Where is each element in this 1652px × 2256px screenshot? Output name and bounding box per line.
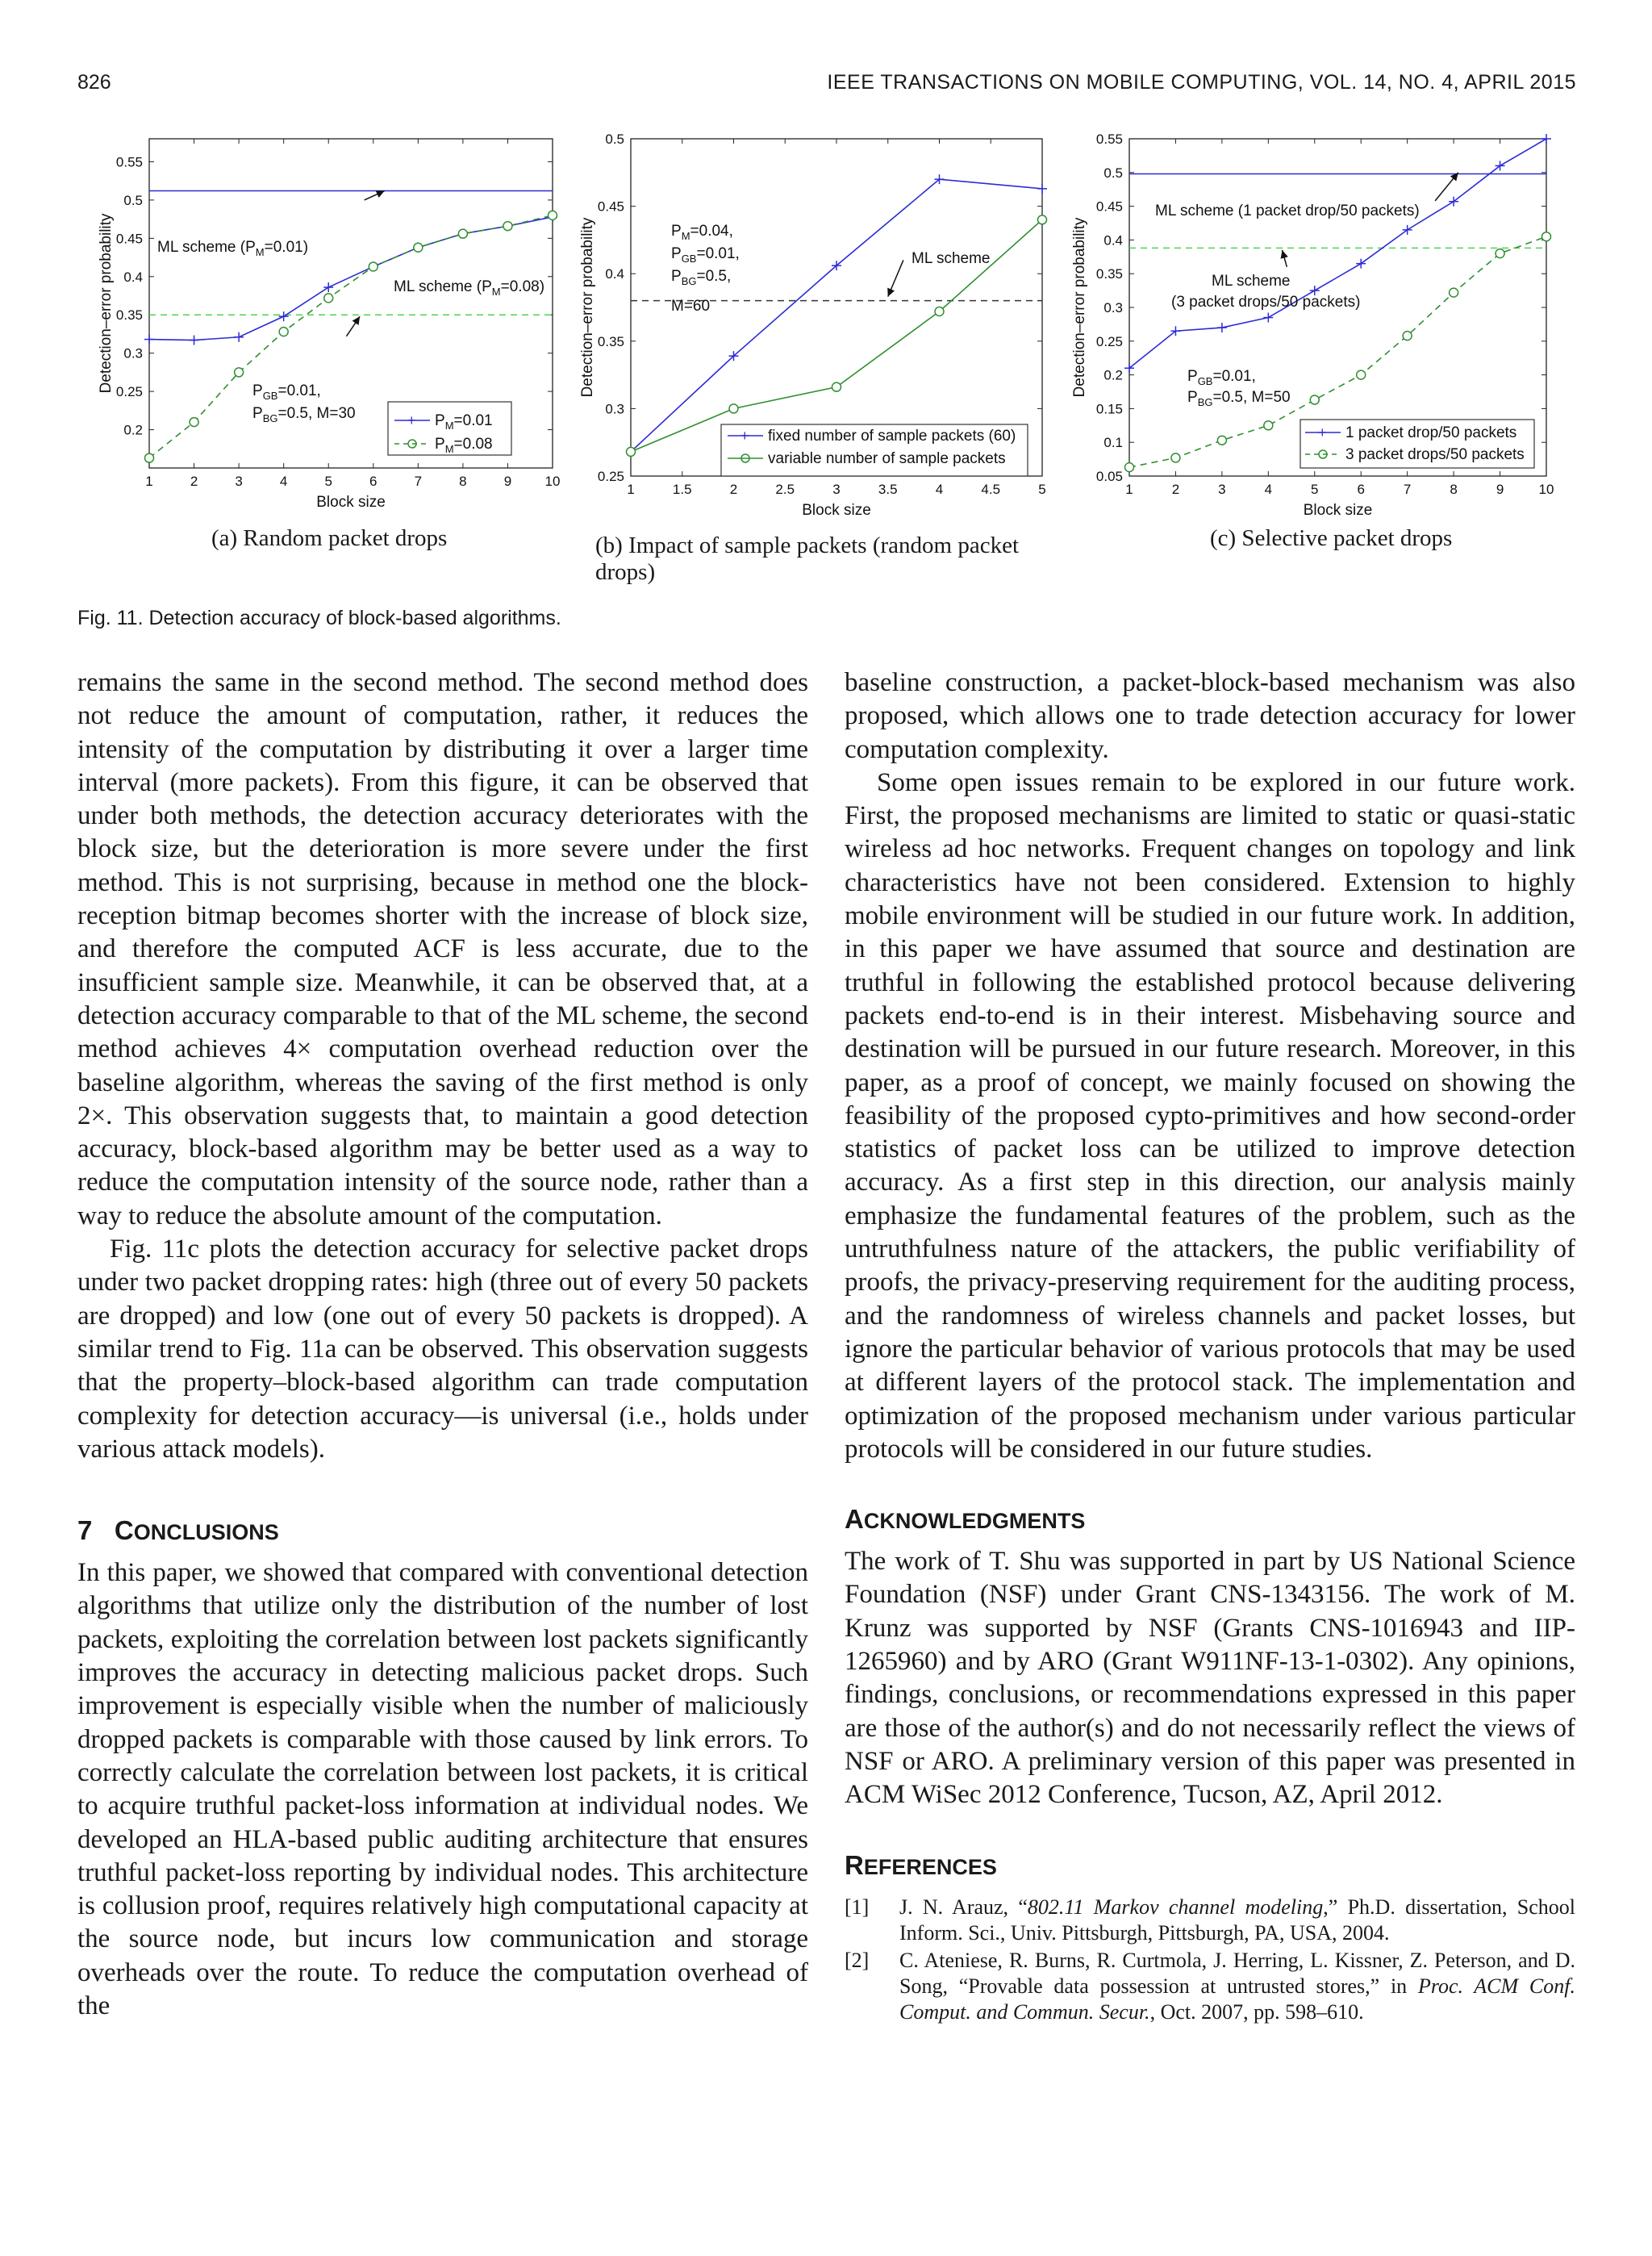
chart-c-series-1-point [1171,453,1180,462]
chart-c-xtick-label: 9 [1496,482,1504,497]
chart-c-series-1-point [1403,332,1412,340]
chart-a-xtick-label: 10 [544,474,561,489]
chart-c-ytick-label: 0.1 [1103,435,1123,451]
chart-b-series-1-point [627,447,636,456]
chart-b-ytick-label: 0.25 [597,469,624,484]
chart-c-xtick-label: 6 [1357,482,1365,497]
chart-c-xtick-label: 4 [1264,482,1273,497]
chart-a-xtick-label: 1 [145,474,153,489]
chart-c-annotation-param2: $P_{BG}=0.5$, M=50 [1187,389,1291,408]
chart-a-series-1-point [324,294,333,303]
chart-c-series-1-point [1450,288,1458,297]
chart-a-xtick-label: 6 [369,474,378,489]
chart-a-annotation-ml-a: ML scheme $(P_M=0.01)$ [157,239,309,258]
chart-c-series-0-line [1129,139,1546,368]
right-column [845,666,1575,2025]
chart-c-series-0-point [1263,313,1273,323]
chart-b-series-1-point [729,404,738,413]
right-paragraph-2: Some open issues remain to be explored in our future work. First, the proposed mechanisms are limited to static or quasi-static wireless ad hoc networks. Frequent changes on topology and link characteristics have not been considered. Extension to highly mobile environment will be studied in our future work. In addition, in this paper we have assumed that source and destination are truthful in following the established protocol because delivering packets end-to-end is in their interest. Misbehaving source and destination will be pursued in our future research. Moreover, in this paper, as a proof of concept, we mainly focused on showing the feasibility of the proposed cypto-primitives and how second-order statistics of packet loss can be utilized to improve detection accuracy. As a first step in this direction, our analysis mainly emphasize the fundamental features of the problem, such as the untruthfulness nature of the attackers, the public verifiability of proofs, the privacy-preserving requirement for the auditing process, and the randomness of wireless channels and packet losses, but ignore the particular behavior of various protocols that may be used at different layers of the protocol stack. The implementation and optimization of the proposed mechanism under various particular protocols will be considered in our future studies. [845,767,1575,1464]
chart-a-svg [93,129,569,516]
chart-b-ytick-label: 0.5 [605,132,624,147]
section-heading-conclusions: 7 CONCLUSIONS [77,1515,279,1546]
chart-a-ytick-label: 0.55 [115,154,143,170]
chart-a-ytick-label: 0.5 [123,192,143,208]
chart-c-ytick-label: 0.05 [1095,469,1123,484]
chart-a-ylabel: Detection–error probability [98,213,115,394]
chart-b-series-0-point [1037,184,1047,194]
chart-c-legend-label-1: 3 packet drops/50 packets [1345,446,1525,463]
chart-b [574,129,1058,516]
chart-c-annotation-ml-b2: (3 packet drops/50 packets) [1171,294,1361,311]
chart-c-ytick-label: 0.2 [1103,367,1123,383]
chart-b-xtick-label: 5 [1038,482,1046,497]
chart-b-ylabel: Detection–error probability [579,217,596,398]
chart-b-xtick-label: 4.5 [981,482,1001,497]
left-paragraph-2: Fig. 11c plots the detection accuracy for selective packet drops under two packet dropping rates: high (three out of every 50 packets are dropped) and low (one out of every 50 packets is dropped). A similar trend to Fig. 11a can be observed. This observation suggests that the property–block-based algorithm can trade computation complexity for detection accuracy—is universal (i.e., holds under various attack models). [77,1235,808,1464]
svg-text:+: + [407,412,416,428]
chart-c-series-0-point [1356,259,1366,269]
chart-a-ytick-label: 0.4 [123,269,143,285]
chart-a-series-0-line [149,217,553,340]
chart-c-series-1-point [1357,370,1366,379]
chart-a-xtick-label: 7 [414,474,423,489]
page-number: 826 [77,71,111,94]
chart-a-series-1-point [369,262,378,271]
chart-b-ytick-label: 0.3 [605,401,624,417]
chart-a-xtick-label: 8 [459,474,467,489]
chart-b-xtick-label: 2.5 [775,482,795,497]
chart-c-series-1-point [1310,395,1319,404]
left-column [77,666,808,2023]
svg-text:+: + [1318,424,1327,441]
left-paragraph-3: In this paper, we showed that compared with conventional detection algorithms that utilize only the distribution of the number of lost packets, exploiting the correlation between lost packets significantly improves the accuracy in detecting malicious packet drops. Such improvement is especially visible when the number of maliciously dropped packets is comparable with those caused by link errors. To correctly calculate the correlation between lost packets, it is critical to acquire truthful packet-loss information at individual nodes. We developed an HLA-based public auditing architecture that ensures truthful packet-loss reporting by individual nodes. This architecture is collusion proof, requires relatively high computational capacity at the source node, but incurs low communication and storage overheads over the route. To reduce the computation overhead of the [77,1558,808,2020]
chart-c-ytick-label: 0.3 [1103,300,1123,315]
chart-c-xtick-label: 2 [1171,482,1180,497]
chart-a [93,129,569,516]
chart-c-xlabel: Block size [1303,502,1373,516]
chart-c-ytick-label: 0.4 [1103,232,1123,249]
chart-b-legend-label-1: variable number of sample packets [768,450,1006,467]
chart-a-annotation-ml-b: ML scheme $(P_M=0.08)$ [394,278,545,298]
chart-c-ytick-label: 0.55 [1095,132,1123,147]
chart-a-xtick-label: 9 [503,474,512,489]
chart-c-ytick-label: 0.25 [1095,333,1123,349]
chart-b-series-1-point [1038,215,1047,224]
chart-c-ytick-label: 0.15 [1095,401,1123,417]
chart-c-ytick-label: 0.5 [1103,165,1123,181]
reference-2: [2] C. Ateniese, R. Burns, R. Curtmola, J. Herring, L. Kissner, Z. Peterson, and D. Song, “Provable data possession at untrusted stores,” in Proc. ACM Conf. Comput. and Commun. Secur., Oct. 2007, pp. 598–610. [845,1948,1575,2024]
chart-b-annotation-param3: $P_{BG}=0.5$, [671,268,732,287]
chart-a-series-1-point [549,211,557,219]
subcaption-b-line1: (b) Impact of sample packets (random packet [595,533,1020,558]
chart-b-xtick-label: 4 [935,482,944,497]
chart-c [1066,129,1558,516]
chart-b-xtick-label: 3.5 [878,482,898,497]
chart-a-ytick-label: 0.35 [115,307,143,324]
running-header [77,71,1576,103]
chart-a-arrowhead-1 [353,316,361,325]
left-paragraph-1: remains the same in the second method. The second method does not reduce the amount of computation, rather, it reduces the intensity of the computation by distributing it over a larger time interval (more packets). From this figure, it can be observed that under both methods, the detection accuracy deteriorates with the block size, but the deterioration is more severe under the first method. This is not surprising, because in method one the block-reception bitmap becomes shorter with the increase of block size, and therefore the computed ACF is less accurate, due to the insufficient sample size. Meanwhile, it can be observed that, at a detection accuracy comparable to that of the ML scheme, the second method achieves 4× computation overhead reduction over the baseline algorithm, whereas the saving of the first method is only 2×. This observation suggests that, to maintain a good detection accuracy, block-based algorithm may be better used as a way to reduce the computation intensity of the source node, rather than a way to reduce the absolute amount of the computation. [77,668,808,1230]
svg-text:+: + [740,428,749,444]
chart-a-xtick-label: 4 [279,474,288,489]
chart-c-ylabel: Detection–error probability [1071,217,1088,398]
chart-a-series-1-point [279,328,288,336]
chart-a-series-0-point [279,311,289,321]
chart-b-ytick-label: 0.35 [597,333,624,349]
chart-b-xlabel: Block size [802,502,871,516]
chart-c-series-1-point [1217,436,1226,445]
chart-b-series-0-line [631,179,1042,452]
chart-c-xtick-label: 1 [1125,482,1133,497]
section-heading-references: REFERENCES [845,1849,997,1880]
journal-name: IEEE TRANSACTIONS ON MOBILE COMPUTING, VOL. 14, NO. 4, APRIL 2015 [827,71,1576,94]
chart-a-legend-label-1: $P_M=0.08$ [435,436,493,455]
chart-a-xtick-label: 3 [235,474,243,489]
chart-b-xtick-label: 1 [627,482,635,497]
chart-a-legend-label-0: $P_M=0.01$ [435,412,493,432]
chart-c-legend-label-0: 1 packet drop/50 packets [1345,424,1517,441]
chart-b-svg [574,129,1058,516]
chart-c-annotation-ml-b1: ML scheme [1212,273,1291,290]
chart-c-arrowhead-1 [1281,250,1288,259]
chart-b-series-1-point [832,382,841,391]
chart-a-annotation-param2: $P_{BG}=0.5$, M=30 [252,405,356,424]
chart-a-annotation-param1: $P_{GB}=0.01$, [252,382,321,402]
chart-c-series-1-point [1542,232,1551,241]
chart-b-annotation-param2: $P_{GB}=0.01$, [671,245,740,265]
chart-b-ytick-label: 0.45 [597,198,624,215]
chart-c-ytick-label: 0.45 [1095,198,1123,215]
chart-b-legend-label-0: fixed number of sample packets (60) [768,428,1016,445]
chart-a-series-0-point [323,282,333,292]
chart-c-series-0-point [1541,134,1551,144]
chart-c-series-0-point [1217,323,1227,332]
chart-b-annotation-param4: M=60 [671,298,711,315]
chart-a-series-1-point [414,243,423,252]
figure-caption: Fig. 11. Detection accuracy of block-based algorithms. [77,607,561,629]
chart-b-xtick-label: 1.5 [672,482,692,497]
reference-1: [1] J. N. Arauz, “802.11 Markov channel modeling,” Ph.D. dissertation, School Inform. Sci., Univ. Pittsburgh, Pittsburgh, PA, USA, 2004. [845,1895,1576,1945]
chart-b-annotation-param1: $P_M=0.04$, [671,223,733,242]
subcaption-b-line2: drops) [595,559,656,585]
chart-b-xtick-label: 2 [729,482,738,497]
right-paragraph-1: baseline construction, a packet-block-based mechanism was also proposed, which allows one to trade detection accuracy for lower computation complexity. [845,668,1575,764]
chart-c-series-0-point [1403,225,1412,235]
chart-a-series-0-point [144,335,154,345]
chart-a-xtick-label: 5 [324,474,332,489]
chart-c-xtick-label: 5 [1311,482,1319,497]
chart-a-ytick-label: 0.45 [115,231,143,247]
chart-c-svg [1066,129,1558,516]
chart-b-ytick-label: 0.4 [605,266,624,282]
chart-b-annotation-ml: ML scheme [912,250,991,267]
chart-a-xtick-label: 2 [190,474,198,489]
chart-c-xtick-label: 3 [1218,482,1226,497]
chart-a-ytick-label: 0.25 [115,384,143,400]
chart-c-series-1-point [1264,421,1273,430]
chart-a-series-0-point [234,332,244,342]
chart-c-annotation-ml-a: ML scheme (1 packet drop/50 packets) [1155,203,1420,219]
chart-c-series-1-point [1125,463,1134,472]
chart-a-series-1-point [190,418,198,427]
chart-a-series-0-point [190,336,199,345]
chart-a-series-1-point [503,222,512,231]
chart-c-series-1-point [1496,249,1504,258]
chart-c-xtick-label: 10 [1538,482,1554,497]
section-heading-acknowledgments: ACKNOWLEDGMENTS [845,1504,1086,1535]
chart-a-xlabel: Block size [316,494,386,511]
subcaption-a: (a) Random packet drops [211,525,448,551]
chart-a-series-1-point [458,229,467,238]
chart-a-series-1-point [145,453,154,462]
chart-a-ytick-label: 0.2 [123,422,143,438]
chart-b-xtick-label: 3 [832,482,841,497]
chart-a-ytick-label: 0.3 [123,345,143,361]
chart-c-xtick-label: 7 [1403,482,1412,497]
chart-c-xtick-label: 8 [1450,482,1458,497]
chart-a-series-1-point [235,368,244,377]
acknowledgments-text: The work of T. Shu was supported in part by US National Science Foundation (NSF) under Grant CNS-1343156. The work of M. Krunz was supported by NSF (Grants CNS-1016943 and IIP-1265960) and by ARO (Grant W911NF-13-1-0302). Any opinions, findings, conclusions, or recommendations expressed in this paper are those of the author(s) and do not necessarily reflect the views of NSF or ARO. A preliminary version of this paper was presented in ACM WiSec 2012 Conference, Tucson, AZ, April 2012. [845,1547,1575,1810]
subcaption-c: (c) Selective packet drops [1210,525,1453,551]
chart-b-series-1-point [935,307,944,316]
chart-c-annotation-param1: $P_{GB}=0.01$, [1187,368,1256,387]
chart-c-ytick-label: 0.35 [1095,266,1123,282]
